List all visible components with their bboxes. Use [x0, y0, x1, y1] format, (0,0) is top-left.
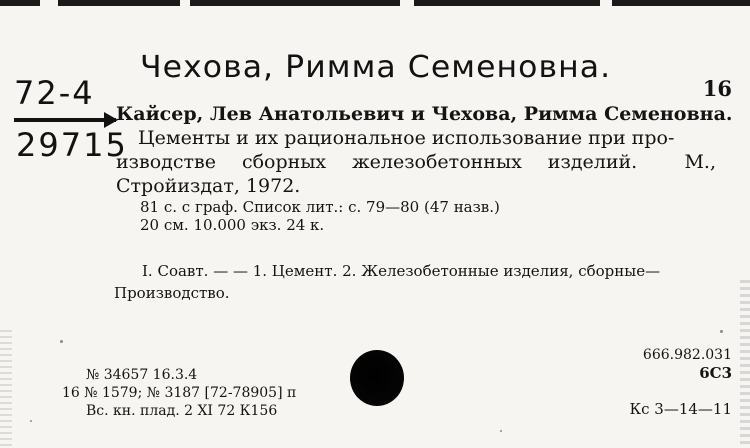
scan-speck	[60, 340, 63, 343]
title-line-2-word: сборных	[241, 151, 327, 173]
price-code: Кс 3—14—11	[629, 400, 732, 418]
provenance-line-1: № 34657 16.3.4	[86, 367, 198, 383]
top-edge-gap	[40, 0, 58, 6]
top-edge-gap	[400, 0, 414, 6]
title-line-2	[116, 151, 637, 173]
provenance-line-3: Вс. кн. плад. 2 XI 72 К156	[86, 403, 278, 419]
title-line-2-word: изделий.	[547, 151, 638, 173]
scan-speck	[30, 420, 32, 422]
handwritten-call-number-top: 72-4	[14, 74, 95, 112]
scan-edge-noise	[0, 330, 12, 448]
top-edge-print	[0, 0, 750, 6]
handwritten-author-name: Чехова, Римма Семеновна.	[140, 50, 612, 85]
scan-speck	[720, 330, 723, 333]
collation-line-1: 81 с. с граф. Список лит.: с. 79—80 (47 назв.)	[140, 198, 500, 216]
scan-edge-noise	[740, 280, 750, 448]
handwritten-call-number-bottom: 29715	[16, 126, 128, 164]
card-number: 16	[702, 76, 732, 101]
top-edge-gap	[600, 0, 612, 6]
provenance-line-2: 16 № 1579; № 3187 [72-78905] п	[62, 385, 297, 401]
title-line-2-word: железобетонных	[352, 151, 522, 173]
top-edge-gap	[180, 0, 190, 6]
title-line-1: Цементы и их рациональное использование при про-	[138, 127, 675, 149]
subject-tracing-line-1: I. Соавт. — — 1. Цемент. 2. Железобетонные изделия, сборные—	[142, 262, 661, 280]
collation-line-2: 20 см. 10.000 экз. 24 к.	[140, 216, 325, 234]
author-heading: Кайсер, Лев Анатольевич и Чехова, Римма Семеновна.	[116, 103, 733, 125]
title-line-2-word: изводстве	[116, 151, 216, 173]
publication-place: М.,	[684, 151, 716, 173]
call-number-underline	[14, 118, 116, 122]
udc-code: 666.982.031	[642, 347, 732, 363]
publisher-year: Стройиздат, 1972.	[116, 175, 301, 197]
scan-speck	[500, 430, 502, 432]
bbk-code: 6С3	[699, 364, 732, 382]
subject-tracing-line-2: Производство.	[114, 284, 230, 302]
punch-hole	[350, 350, 404, 406]
